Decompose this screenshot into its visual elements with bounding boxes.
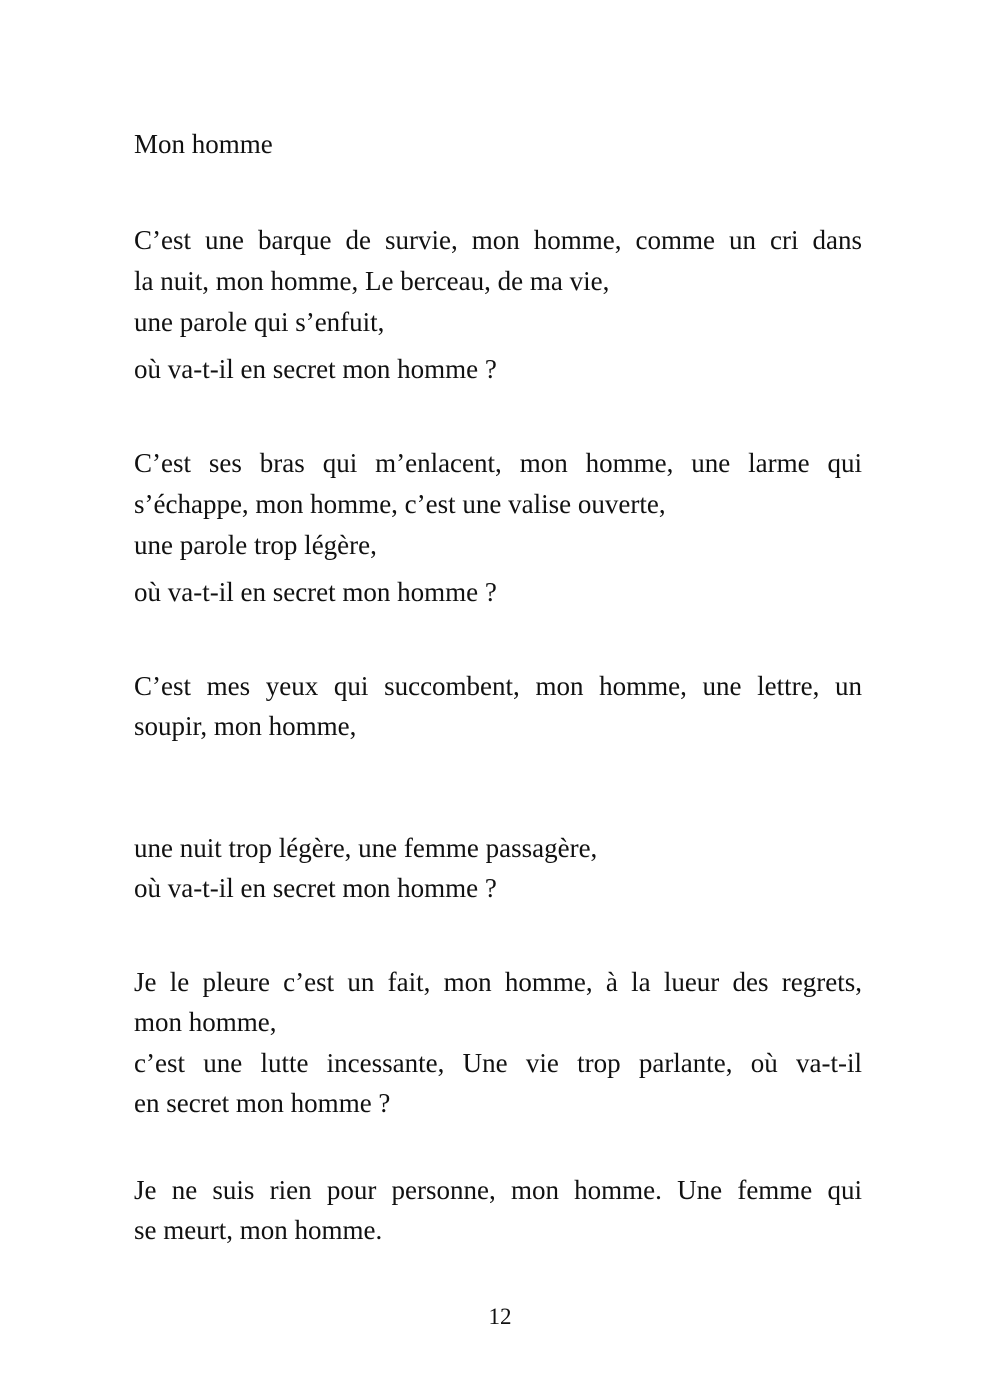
poem-line: où va-t-il en secret mon homme ? xyxy=(134,354,497,384)
poem-title: Mon homme xyxy=(134,129,273,159)
poem-line: s’échappe, mon homme, c’est une valise ouverte, xyxy=(134,489,666,519)
poem-line: une parole trop légère, xyxy=(134,530,377,560)
poem-line: en secret mon homme ? xyxy=(134,1088,391,1118)
poem-page xyxy=(134,0,862,1400)
poem-line: soupir, mon homme, xyxy=(134,711,357,741)
poem-line: C’est ses bras qui m’enlacent, mon homme, une larme qui xyxy=(134,448,862,478)
poem-line: une nuit trop légère, une femme passagère, xyxy=(134,833,598,863)
poem-line: c’est une lutte incessante, Une vie trop parlante, où va-t-il xyxy=(134,1048,862,1078)
page-number: 12 xyxy=(488,1304,512,1329)
poem-line: Je le pleure c’est un fait, mon homme, à la lueur des regrets, xyxy=(134,967,862,997)
poem-line: la nuit, mon homme, Le berceau, de ma vie, xyxy=(134,266,610,296)
poem-line: une parole qui s’enfuit, xyxy=(134,307,385,337)
poem-line: C’est mes yeux qui succombent, mon homme, une lettre, un xyxy=(134,671,862,701)
poem-line: Je ne suis rien pour personne, mon homme. Une femme qui xyxy=(134,1175,862,1205)
poem-line: où va-t-il en secret mon homme ? xyxy=(134,873,497,903)
poem-line: C’est une barque de survie, mon homme, comme un cri dans xyxy=(134,225,862,255)
poem-line: où va-t-il en secret mon homme ? xyxy=(134,577,497,607)
poem-line: mon homme, xyxy=(134,1007,277,1037)
poem-line: se meurt, mon homme. xyxy=(134,1215,383,1245)
